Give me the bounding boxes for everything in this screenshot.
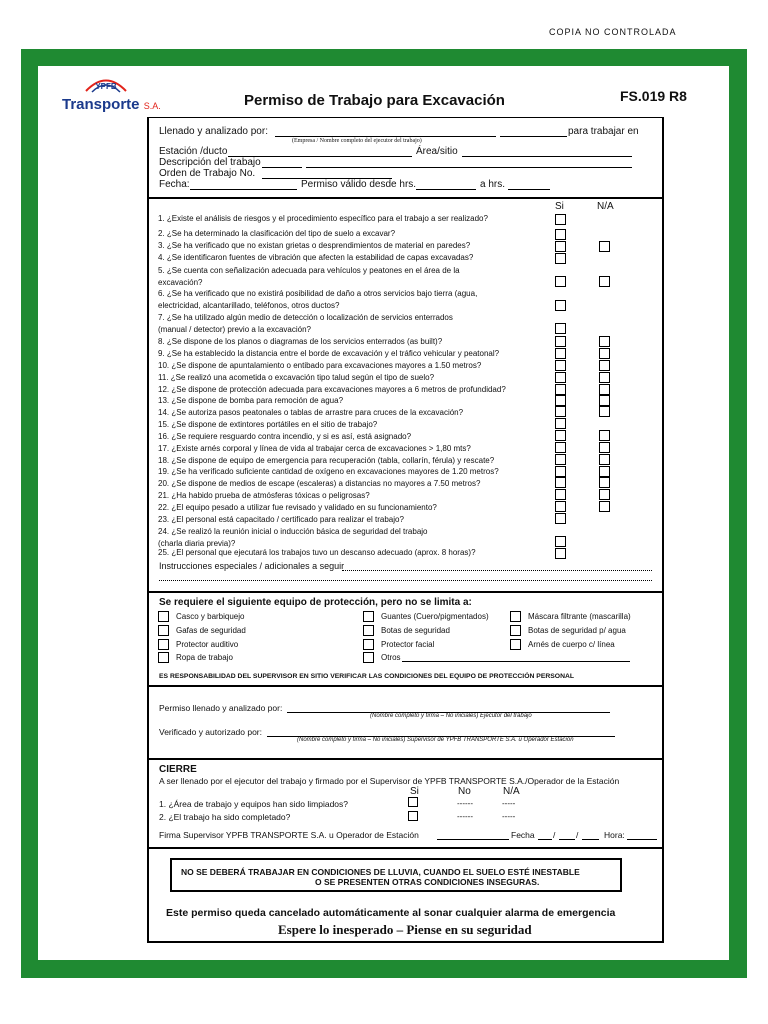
question-si-checkbox[interactable]	[555, 418, 566, 429]
orden-label: Orden de Trabajo No.	[159, 168, 256, 179]
col-si-header: Si	[555, 201, 564, 212]
equipment-label: Botas de seguridad	[381, 626, 450, 635]
question-si-checkbox[interactable]	[555, 323, 566, 334]
question-line: 13. ¿Se dispone de bomba para remoción de agua?	[158, 396, 344, 405]
question-si-checkbox[interactable]	[555, 336, 566, 347]
question-line: 11. ¿Se realizó una acometida o excavación tipo talud según el tipo de suelo?	[158, 373, 435, 382]
question-line: 5. ¿Se cuenta con señalización adecuada para vehículos y peatones en el área de la	[158, 266, 460, 275]
closure-col-no: No	[458, 786, 471, 797]
question-si-checkbox[interactable]	[555, 489, 566, 500]
question-na-checkbox[interactable]	[599, 336, 610, 347]
hora-label: Hora:	[604, 830, 625, 840]
equipment-checkbox[interactable]	[363, 625, 374, 636]
valido-label: Permiso válido desde hrs.	[301, 179, 417, 190]
copy-status-label: COPIA NO CONTROLADA	[549, 27, 677, 37]
question-line: 2. ¿Se ha determinado la clasificación del tipo de suelo a excavar?	[158, 229, 396, 238]
question-line: 9. ¿Se ha establecido la distancia entre el borde de excavación y el tráfico vehicular y peatonal?	[158, 349, 500, 358]
question-line: 15. ¿Se dispone de extintores portátiles en el sitio de trabajo?	[158, 420, 378, 429]
question-line: (charla diaria previa)?	[158, 539, 236, 548]
question-line: 22. ¿El equipo pesado a utilizar fue revisado y validado en su funcionamiento?	[158, 503, 437, 512]
closure-desc: A ser llenado por el ejecutor del trabajo y firmado por el Supervisor de YPFB TRANSPORTE S.A./Operador de la Estación	[159, 776, 620, 786]
verificado-note: (Nombre completo y firma – No iniciales) Supervisor de YPFB TRANSPORTE S.A. u Operador Estación	[297, 737, 574, 743]
logo-suffix: S.A.	[143, 101, 161, 111]
equipment-label: Protector facial	[381, 640, 435, 649]
motto: Espere lo inesperado – Piense en su seguridad	[278, 922, 532, 937]
question-line: 17. ¿Existe arnés corporal y línea de vida al trabajar cerca de excavaciones > 1,80 mts?	[158, 444, 471, 453]
question-si-checkbox[interactable]	[555, 253, 566, 264]
equipment-checkbox[interactable]	[158, 639, 169, 650]
equipment-label: Ropa de trabajo	[176, 653, 233, 662]
permiso-label: Permiso llenado y analizado por:	[159, 703, 283, 713]
otros-field[interactable]	[402, 661, 630, 662]
closure-col-si: Si	[410, 786, 419, 797]
question-na-checkbox[interactable]	[599, 384, 610, 395]
question-line: (manual / detector) previo a la excavación?	[158, 325, 311, 334]
question-line: 10. ¿Se dispone de apuntalamiento o entibado para excavaciones mayores a 1.50 metros?	[158, 361, 482, 370]
question-na-checkbox[interactable]	[599, 276, 610, 287]
llenado-field-2[interactable]	[500, 136, 567, 137]
question-na-checkbox[interactable]	[599, 442, 610, 453]
warning-line-2: O SE PRESENTEN OTRAS CONDICIONES INSEGURAS.	[315, 877, 540, 887]
question-na-checkbox[interactable]	[599, 430, 610, 441]
question-na-checkbox[interactable]	[599, 241, 610, 252]
equipment-label: Protector auditivo	[176, 640, 239, 649]
question-line: 4. ¿Se identificaron fuentes de vibración que afecten la estabilidad de capas excavadas?	[158, 253, 474, 262]
para-trabajar-label: para trabajar en	[568, 126, 639, 137]
permiso-note: (Nombre completo y firma – No iniciales) Ejecutor del trabajo	[370, 713, 532, 719]
closure-heading: CIERRE	[159, 764, 197, 775]
logo-word-text: Transporte	[62, 96, 140, 113]
closure-q2-na-dashes: -----	[502, 812, 516, 821]
question-line: 25. ¿El personal que ejecutará los trabajos tuvo un descanso adecuado (aprox. 8 horas)?	[158, 548, 476, 557]
question-line: 16. ¿Se requiere resguardo contra incendio, y si es así, está asignado?	[158, 432, 412, 441]
closure-q1-no-dashes: ------	[457, 799, 473, 808]
equipment-label: Otros	[381, 653, 401, 662]
equipment-label: Casco y barbiquejo	[176, 612, 245, 621]
closure-q1-si-checkbox[interactable]	[408, 797, 418, 807]
question-na-checkbox[interactable]	[599, 348, 610, 359]
equipment-checkbox[interactable]	[510, 611, 521, 622]
question-si-checkbox[interactable]	[555, 384, 566, 395]
question-line: 24. ¿Se realizó la reunión inicial o inducción básica de seguridad del trabajo	[158, 527, 428, 536]
question-si-checkbox[interactable]	[555, 276, 566, 287]
fecha-day-field[interactable]	[538, 839, 552, 840]
question-si-checkbox[interactable]	[555, 442, 566, 453]
question-line: 1. ¿Existe el análisis de riesgos y el procedimiento específico para el trabajo a ser realizado?	[158, 214, 488, 223]
estacion-label: Estación /ducto	[159, 146, 228, 157]
question-na-checkbox[interactable]	[599, 501, 610, 512]
question-si-checkbox[interactable]	[555, 229, 566, 240]
question-na-checkbox[interactable]	[599, 489, 610, 500]
closure-col-na: N/A	[503, 786, 520, 797]
equipment-label: Máscara filtrante (mascarilla)	[528, 612, 631, 621]
fecha-close-label: Fecha	[511, 830, 535, 840]
equipment-checkbox[interactable]	[158, 625, 169, 636]
equipment-label: Arnés de cuerpo c/ línea	[528, 640, 615, 649]
closure-q2-no-dashes: ------	[457, 812, 473, 821]
question-line: 20. ¿Se dispone de medios de escape (escaleras) a distancias no mayores a 7.50 metros?	[158, 479, 481, 488]
question-line: 3. ¿Se ha verificado que no existan grietas o desprendimientos de material en paredes?	[158, 241, 471, 250]
question-line: 12. ¿Se dispone de protección adecuada para excavaciones mayores a 6 metros de profundidad?	[158, 385, 506, 394]
hasta-field[interactable]	[508, 189, 550, 190]
question-si-checkbox[interactable]	[555, 372, 566, 383]
closure-q2: 2. ¿El trabajo ha sido completado?	[159, 812, 291, 822]
question-line: electricidad, alcantarillado, teléfonos, otros ductos?	[158, 301, 340, 310]
question-si-checkbox[interactable]	[555, 360, 566, 371]
equipment-checkbox[interactable]	[363, 639, 374, 650]
warning-line-1: NO SE DEBERÁ TRABAJAR EN CONDICIONES DE LLUVIA, CUANDO EL SUELO ESTÉ INESTABLE	[181, 867, 580, 877]
firma-label: Firma Supervisor YPFB TRANSPORTE S.A. u Operador de Estación	[159, 830, 419, 840]
fecha-year-field[interactable]	[582, 839, 599, 840]
question-na-checkbox[interactable]	[599, 372, 610, 383]
equipment-label: Guantes (Cuero/pigmentados)	[381, 612, 489, 621]
question-line: 21. ¿Ha habido prueba de atmósferas tóxicas o peligrosas?	[158, 491, 370, 500]
equipment-checkbox[interactable]	[363, 611, 374, 622]
fecha-month-field[interactable]	[559, 839, 575, 840]
question-si-checkbox[interactable]	[555, 548, 566, 559]
logo-emblem-icon	[84, 74, 128, 94]
question-na-checkbox[interactable]	[599, 477, 610, 488]
equipment-heading: Se requiere el siguiente equipo de protección, pero no se limita a:	[159, 597, 472, 608]
a-hrs-label: a hrs.	[480, 179, 506, 190]
question-na-checkbox[interactable]	[599, 466, 610, 477]
question-si-checkbox[interactable]	[555, 454, 566, 465]
col-na-header: N/A	[597, 201, 614, 212]
cancel-notice: Este permiso queda cancelado automáticamente al sonar cualquier alarma de emergencia	[166, 907, 616, 919]
firma-field[interactable]	[437, 839, 509, 840]
descripcion-field-2[interactable]	[306, 167, 632, 168]
form-title: Permiso de Trabajo para Excavación	[244, 92, 505, 109]
question-si-checkbox[interactable]	[555, 300, 566, 311]
question-line: 7. ¿Se ha utilizado algún medio de detección o localización de servicios enterrados	[158, 313, 453, 322]
question-line: excavación?	[158, 278, 203, 287]
verificado-label: Verificado y autorizado por:	[159, 727, 263, 737]
question-si-checkbox[interactable]	[555, 513, 566, 524]
equipment-checkbox[interactable]	[510, 639, 521, 650]
equipment-checkbox[interactable]	[363, 652, 374, 663]
closure-q1: 1. ¿Área de trabajo y equipos han sido limpiados?	[159, 799, 349, 809]
llenado-label: Llenado y analizado por:	[159, 126, 268, 137]
instrucciones-field-2[interactable]	[159, 580, 652, 581]
logo-emblem-text: YPFB	[95, 82, 117, 91]
descripcion-field[interactable]	[262, 167, 302, 168]
instrucciones-field[interactable]	[342, 570, 652, 571]
question-na-checkbox[interactable]	[599, 454, 610, 465]
question-si-checkbox[interactable]	[555, 501, 566, 512]
question-si-checkbox[interactable]	[555, 466, 566, 477]
question-na-checkbox[interactable]	[599, 406, 610, 417]
question-line: 8. ¿Se dispone de los planos o diagramas de los servicios enterrados (as built)?	[158, 337, 443, 346]
question-line: 23. ¿El personal está capacitado / certificado para realizar el trabajo?	[158, 515, 404, 524]
question-si-checkbox[interactable]	[555, 406, 566, 417]
fecha-label: Fecha:	[159, 179, 190, 190]
equipment-checkbox[interactable]	[158, 611, 169, 622]
form-code: FS.019 R8	[620, 88, 687, 104]
equipment-checkbox[interactable]	[158, 652, 169, 663]
descripcion-label: Descripción del trabajo	[159, 157, 261, 168]
responsibility-notice: ES RESPONSABILIDAD DEL SUPERVISOR EN SITIO VERIFICAR LAS CONDICIONES DEL EQUIPO DE PROTECCIÓN PERSONAL	[159, 673, 575, 680]
question-na-checkbox[interactable]	[599, 360, 610, 371]
question-si-checkbox[interactable]	[555, 430, 566, 441]
hora-field[interactable]	[627, 839, 657, 840]
equipment-label: Gafas de seguridad	[176, 626, 246, 635]
area-label: Área/sitio	[416, 146, 458, 157]
fecha-field[interactable]	[190, 189, 297, 190]
question-na-checkbox[interactable]	[599, 395, 610, 406]
question-si-checkbox[interactable]	[555, 477, 566, 488]
signature-section	[147, 687, 664, 760]
fecha-sep-2: /	[576, 830, 579, 840]
question-si-checkbox[interactable]	[555, 395, 566, 406]
instrucciones-label: Instrucciones especiales / adicionales a seguir	[159, 561, 345, 571]
question-si-checkbox[interactable]	[555, 214, 566, 225]
empresa-note: (Empresa / Nombre completo del ejecutor del trabajo)	[292, 138, 422, 144]
question-si-checkbox[interactable]	[555, 348, 566, 359]
question-line: 14. ¿Se autoriza pasos peatonales o tablas de arrastre para cruces de la excavación?	[158, 408, 464, 417]
equipment-label: Botas de seguridad p/ agua	[528, 626, 626, 635]
company-logo	[58, 74, 161, 120]
closure-q2-si-checkbox[interactable]	[408, 811, 418, 821]
question-line: 18. ¿Se dispone de equipo de emergencia para recuperación (tabla, collarín, férula) y rescate?	[158, 456, 495, 465]
closure-q1-na-dashes: -----	[502, 799, 516, 808]
question-si-checkbox[interactable]	[555, 536, 566, 547]
question-line: 19. ¿Se ha verificado suficiente cantidad de oxígeno en excavaciones mayores de 1.20 metros?	[158, 467, 499, 476]
area-field[interactable]	[462, 156, 632, 157]
fecha-sep-1: /	[553, 830, 556, 840]
equipment-checkbox[interactable]	[510, 625, 521, 636]
logo-word	[62, 96, 161, 113]
question-line: 6. ¿Se ha verificado que no existirá posibilidad de daño a otros servicios bajo tierra (agua,	[158, 289, 478, 298]
llenado-field[interactable]	[275, 136, 496, 137]
desde-field[interactable]	[416, 189, 476, 190]
question-si-checkbox[interactable]	[555, 241, 566, 252]
